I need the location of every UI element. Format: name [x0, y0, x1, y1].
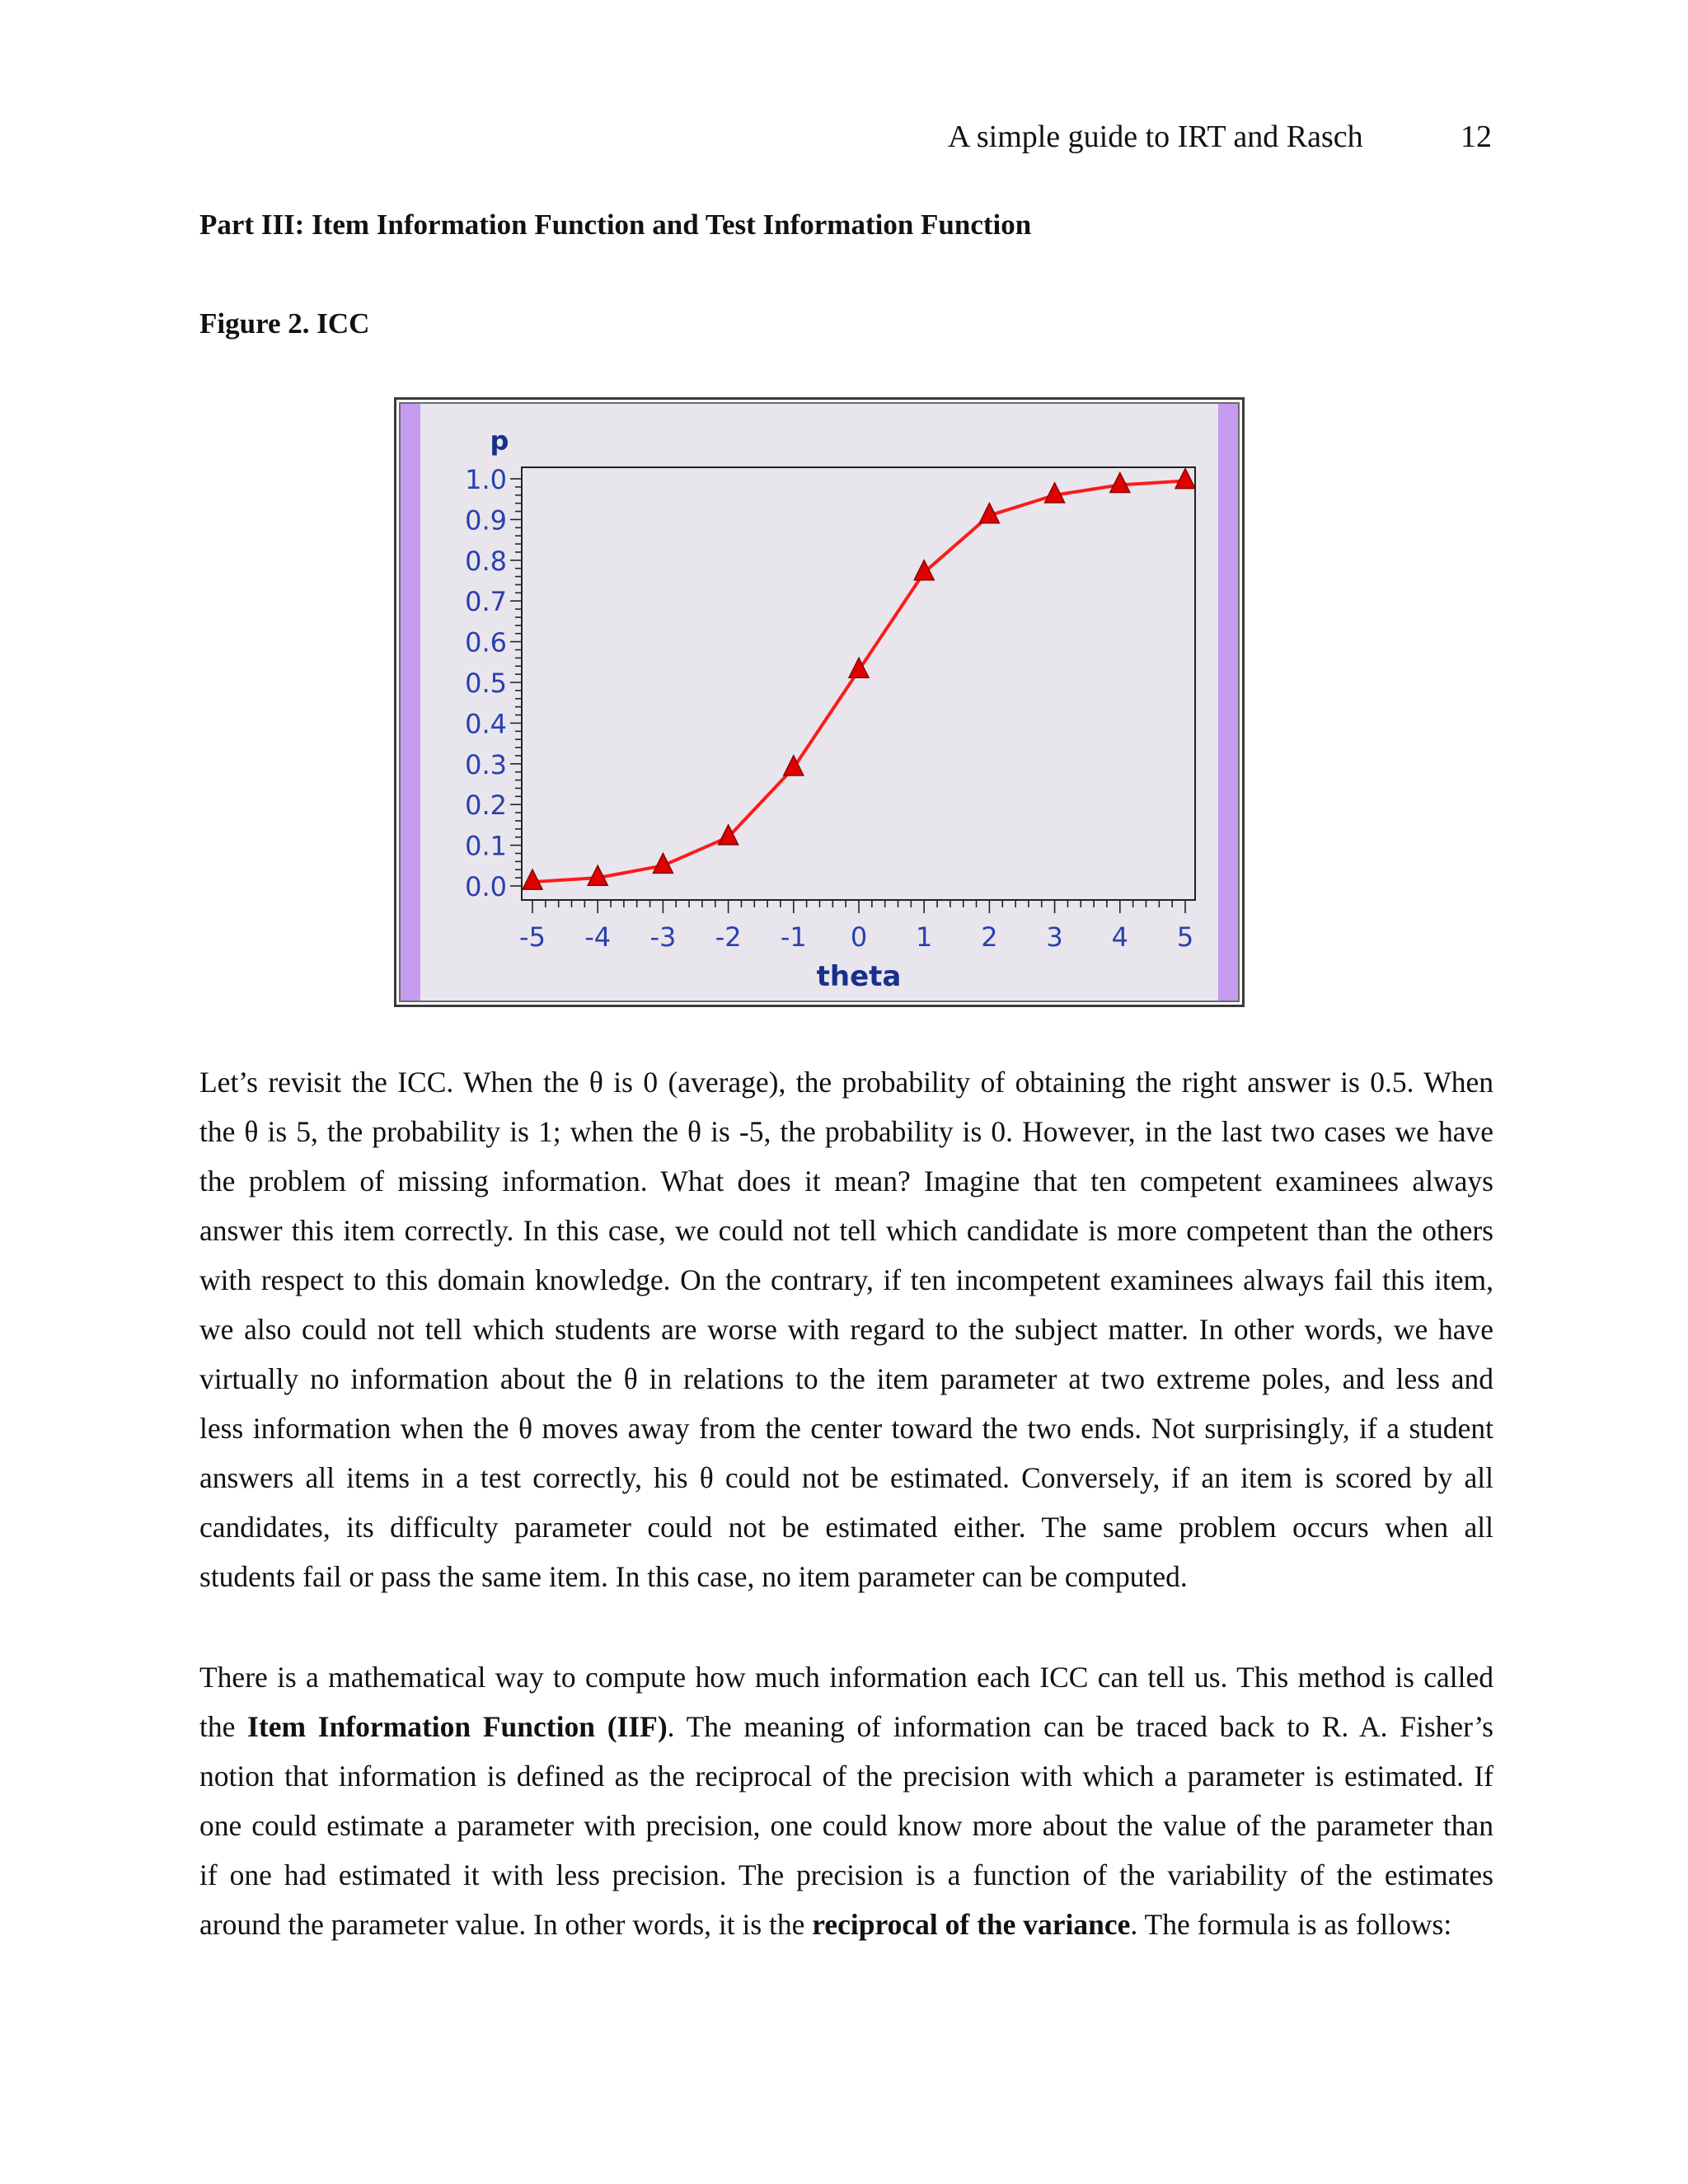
figure-frame: [394, 397, 1245, 1007]
y-tick-label: 0.3: [465, 748, 507, 780]
bold-term: reciprocal of the variance: [812, 1908, 1131, 1941]
x-tick-label: -4: [584, 921, 612, 953]
x-tick-label: 3: [1046, 921, 1063, 953]
x-tick-label: -2: [715, 921, 742, 953]
text-line: around the parameter value. In other words, it is the reciprocal of the variance. The formula is as follows:: [199, 1908, 1452, 1941]
plot-area: [522, 467, 1195, 900]
y-tick-label: 0.6: [465, 626, 507, 658]
text-line: Let’s revisit the ICC. When the θ is 0 (average), the probability of obtaining the right answer is 0.5. When: [199, 1066, 1493, 1099]
text-line: answer this item correctly. In this case, we could not tell which candidate is more competent than the others: [199, 1214, 1493, 1247]
y-tick-label: 0.4: [465, 708, 507, 740]
x-tick-label: -3: [649, 921, 677, 953]
y-tick-label: 0.1: [465, 830, 507, 862]
icc-chart: [401, 404, 1238, 1001]
text-line: we also could not tell which students are worse with regard to the subject matter. In other words, we have: [199, 1313, 1493, 1346]
x-tick-label: 2: [981, 921, 998, 953]
text-line: answers all items in a test correctly, his θ could not be estimated. Conversely, if an item is scored by all: [199, 1461, 1493, 1494]
paragraph-1: [199, 1057, 1493, 1601]
figure-caption: Figure 2. ICC: [199, 307, 370, 340]
text-line: with respect to this domain knowledge. On the contrary, if ten incompetent examinees always fail this item,: [199, 1263, 1493, 1296]
text-line: notion that information is defined as the reciprocal of the precision with which a parameter is estimated. If: [199, 1760, 1493, 1793]
y-tick-label: 0.7: [465, 586, 507, 618]
y-tick-label: 0.2: [465, 790, 507, 822]
y-tick-label: 0.8: [465, 545, 507, 577]
bold-term: Item Information Function (IIF): [247, 1710, 668, 1743]
x-tick-label: 1: [916, 921, 933, 953]
x-tick-label: 5: [1176, 921, 1194, 953]
y-tick-label: 0.0: [465, 871, 507, 902]
y-tick-label: 0.9: [465, 504, 507, 537]
text-line: students fail or pass the same item. In this case, no item parameter can be computed.: [199, 1560, 1188, 1593]
text-line: the problem of missing information. What does it mean? Imagine that ten competent examinees always: [199, 1165, 1493, 1197]
x-axis-label: theta: [816, 960, 902, 993]
page-number: 12: [1461, 120, 1492, 154]
text-line: less information when the θ moves away from the center toward the two ends. Not surprisingly, if a student: [199, 1412, 1493, 1445]
x-tick-label: -1: [780, 921, 807, 953]
text-line: if one had estimated it with less precision. The precision is a function of the variability of the estimates: [199, 1858, 1493, 1891]
y-tick-label: 1.0: [465, 464, 507, 495]
x-tick-label: 4: [1111, 921, 1128, 953]
text-line: the Item Information Function (IIF). The meaning of information can be traced back to R. A. Fisher’s: [199, 1710, 1494, 1743]
text-line: There is a mathematical way to compute how much information each ICC can tell us. This method is called: [199, 1661, 1493, 1694]
y-axis-label: p: [490, 425, 509, 457]
text-line: one could estimate a parameter with precision, one could know more about the value of the parameter than: [199, 1809, 1493, 1842]
text-line: the θ is 5, the probability is 1; when the θ is -5, the probability is 0. However, in the last two cases we have: [199, 1115, 1493, 1148]
x-tick-label: 0: [850, 921, 868, 953]
y-tick-label: 0.5: [465, 668, 507, 699]
running-title: A simple guide to IRT and Rasch: [948, 120, 1363, 154]
text-line: candidates, its difficulty parameter could not be estimated either. The same problem occurs when all: [199, 1511, 1493, 1544]
chart-panel: [399, 402, 1240, 1002]
x-tick-label: -5: [519, 921, 546, 953]
section-heading: Part III: Item Information Function and Test Information Function: [199, 209, 1032, 241]
text-line: virtually no information about the θ in relations to the item parameter at two extreme poles, and less and: [199, 1362, 1493, 1395]
paragraph-2: [199, 1652, 1493, 1949]
